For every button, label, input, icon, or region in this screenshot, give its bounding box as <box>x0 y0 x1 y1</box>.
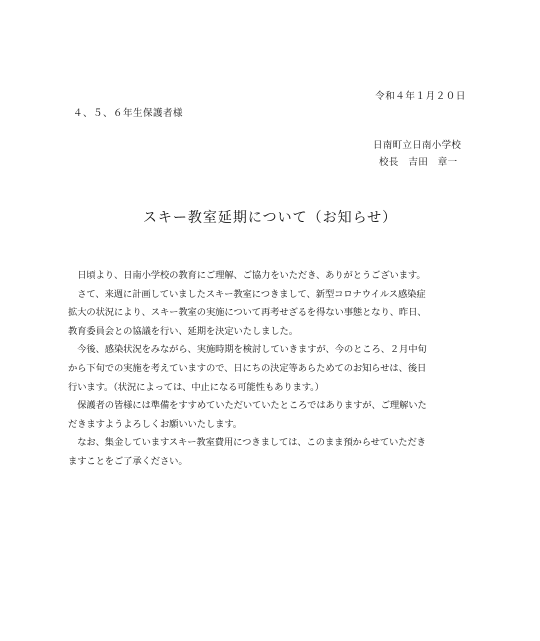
body-line: 拡大の状況により、スキー教室の実施について再考せざるを得ない事態となり、昨日、 <box>68 307 427 319</box>
body-line: 日頃より、日南小学校の教育にご理解、ご協力をいただき、ありがとうございます。 <box>68 270 426 281</box>
body-line: 保護者の皆様には準備をすすめていただいていたところではありますが、ご理解いた <box>68 400 427 412</box>
sender-school: 日南町立日南小学校 <box>373 140 462 151</box>
body-line: ますことをご了承ください。 <box>68 455 188 467</box>
sender-principal: 校長 吉田 章一 <box>379 157 458 168</box>
body-line: だきますようよろしくお願いいたします。 <box>68 418 242 430</box>
letter-sender <box>373 137 461 171</box>
letter-addressee: ４、５、６年生保護者様 <box>73 108 184 119</box>
body-line: 行います。（状況によっては、中止になる可能性もあります。） <box>68 381 324 393</box>
body-line: 教育委員会との協議を行い、延期を決定いたしました。 <box>68 325 298 337</box>
body-line: 今後、感染状況をみながら、実施時期を検討していきますが、今のところ、２月中旬 <box>68 344 427 356</box>
body-line: さて、来週に計画していましたスキー教室につきまして、新型コロナウイルス感染症 <box>68 288 426 300</box>
body-line: なお、集金していますスキー教室費用につきましては、このまま預からせていただき <box>68 437 426 449</box>
letter-date: 令和４年１月２０日 <box>375 91 466 102</box>
letter-title: スキー教室延期について（お知らせ） <box>142 210 398 226</box>
letter-body <box>68 267 478 472</box>
body-line: から下旬での実施を考えていますので、日にちの決定等あらためてのお知らせは、後日 <box>68 362 427 374</box>
